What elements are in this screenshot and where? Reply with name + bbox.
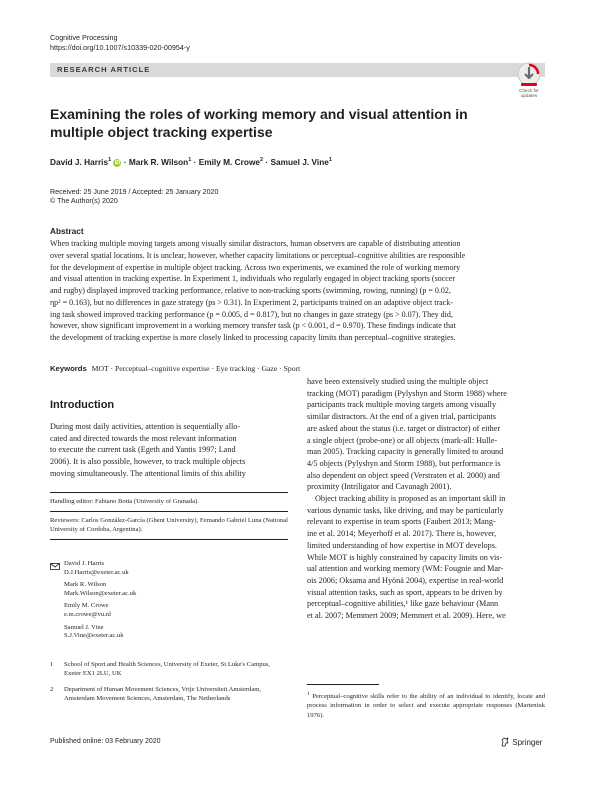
- body-line: ual attention and working memory (WM: Fougnie and Mar-: [307, 564, 504, 574]
- body-line: relevant to expertise in team sports (Faubert 2013; Mang-: [307, 517, 496, 527]
- author-name[interactable]: Mark R. Wilson: [128, 157, 189, 167]
- contact-name: Emily M. Crowe: [64, 602, 109, 610]
- body-line: are asked about the status (i.e. target or distractor) of either: [307, 423, 501, 433]
- body-line: various dynamic tasks, like driving, and may be particularly: [307, 505, 504, 515]
- body-line: limited understanding of how expertise in MOT develops.: [307, 540, 497, 550]
- body-line: man 2005). Tracking capacity is generally limited to around: [307, 447, 504, 457]
- contact-email[interactable]: e.m.crowe@vu.nl: [64, 610, 111, 618]
- article-title: Examining the roles of working memory and visual attention in multiple object tracking expertise: [50, 106, 468, 140]
- footnote-separator: [50, 511, 288, 512]
- body-line: perceptual–cognitive abilities,¹ like gaze behaviour (Mann: [307, 599, 499, 609]
- body-line: Object tracking ability is proposed as an important skill in: [315, 494, 506, 504]
- abstract-line: and rugby) displayed improved tracking performance, relative to non-tracking sports (swimming, rowing, running) (p = 0.02,: [50, 286, 451, 295]
- author-affiliation-sup: 2: [260, 157, 264, 164]
- keywords-line: [50, 364, 300, 373]
- body-line: to execute the current task (Egeth and Yantis 1997; Land: [50, 445, 236, 455]
- body-line: et al. 2007; Memmert 2009; Memmert et al. 2009). Here, we: [307, 611, 506, 621]
- body-line: ois 2006; Oksama and Hyönä 2004), expertise in real-world: [307, 575, 504, 585]
- contact-email[interactable]: S.J.Vine@exeter.ac.uk: [64, 632, 124, 640]
- body-line: 4/5 objects (Pylyshyn and Storm 1988), but performance is: [307, 458, 501, 468]
- abstract-line: and visual attention in tracking expertise. In Experiment 1, individuals who regularly engaged in object tracking sports (soccer: [50, 274, 455, 284]
- author-name[interactable]: Emily M. Crowe: [198, 157, 261, 167]
- keywords-text: MOT · Perceptual–cognitive expertise · Eye tracking · Gaze · Sport: [91, 364, 301, 373]
- published-date: Published online: 03 February 2020: [50, 738, 161, 745]
- abstract-line: ing task showed improved tracking performance (p = 0.005, d = 0.817), but no changes in gaze strategy (ps > 0.07). They did,: [50, 309, 453, 319]
- body-line: visual attention tasks, such as sport, appears to be driven by: [307, 587, 503, 597]
- abstract-line: When tracking multiple moving targets among visually similar distractors, human observers are capable of distributing attention: [50, 239, 461, 248]
- body-line: ine et al. 2014; Meyerhoff et al. 2017). There is, however,: [307, 529, 497, 539]
- author-affiliation-sup: 1: [188, 157, 192, 164]
- journal-header: [50, 33, 190, 52]
- author-affiliation-sup: 1: [328, 157, 332, 164]
- check-for-updates-icon: [517, 62, 541, 88]
- publisher-name: Springer: [512, 738, 543, 747]
- body-line: a single object (probe-one) or all objects (mark-all: Hulle-: [307, 435, 498, 445]
- introduction-heading: Introduction: [50, 399, 115, 411]
- abstract-line: over several spatial locations. It is unclear, however, whether capacity limitations or perceptual–cognitive abilities are responsible: [50, 250, 466, 260]
- body-line: moving simultaneously. The attentional limits of this ability: [50, 468, 246, 478]
- abstract-line: however, show significant improvement in a working memory transfer task (p < 0.001, d = 0.970). These findings indicate that: [50, 321, 456, 331]
- check-for-updates-badge[interactable]: [512, 62, 546, 102]
- article-type-label: RESEARCH ARTICLE: [57, 65, 151, 74]
- body-line: similar distractors. At the end of a given trial, participants: [307, 412, 496, 422]
- body-line: also dependent on object speed (Verstraten et al. 2000) and: [307, 470, 500, 480]
- journal-name: Cognitive Processing: [50, 33, 118, 42]
- body-line: 2006). It is also possible, however, to track multiple objects: [50, 457, 246, 467]
- contact-name: David J. Harris: [64, 560, 105, 567]
- abstract-line: for the development of expertise in multiple object tracking. Across two experiments, we examined the role of working memory: [50, 262, 461, 272]
- author-name[interactable]: David J. Harris: [50, 157, 109, 167]
- article-dates: [50, 188, 218, 207]
- right-column: [307, 376, 545, 622]
- footnote-separator: [307, 684, 379, 685]
- abstract-heading: Abstract: [50, 226, 84, 236]
- affiliation-number: 1: [50, 661, 54, 668]
- left-column: [50, 421, 288, 540]
- contact-name: Samuel J. Vine: [64, 623, 104, 631]
- footnote-separator: [50, 539, 288, 540]
- badge-line-2: updates: [520, 93, 538, 98]
- affiliation-text: Department of Human Movement Sciences, Vrije Universiteit Amsterdam, Amsterdam Movement Sciences, Amsterdam, The Netherlands: [64, 686, 262, 702]
- reviewers-note: Reviewers: Carlos González-García (Ghent University), Fernando Gabriel Luna (National University of Cordoba, Argentina).: [50, 516, 288, 533]
- contact-email[interactable]: Mark.Wilson@exeter.ac.uk: [64, 589, 137, 597]
- contact-email[interactable]: D.J.Harris@exeter.ac.uk: [64, 568, 129, 576]
- received-accepted: Received: 25 June 2019 / Accepted: 25 January 2020: [50, 188, 219, 196]
- springer-horse-icon: [500, 737, 510, 747]
- body-line: participants track multiple moving targets among visually: [307, 400, 497, 410]
- body-line: cated and directed towards the most relevant information: [50, 433, 237, 443]
- abstract-line: the development of tracking expertise is more closely linked to processing capacity limits than perceptual–cognitive strategies.: [50, 333, 456, 342]
- publisher-logo[interactable]: [500, 737, 542, 748]
- abstract-body: [50, 238, 545, 344]
- footnote: [307, 690, 545, 720]
- footnote-number: 1: [307, 691, 310, 697]
- body-line: have been extensively studied using the multiple object: [307, 377, 489, 386]
- contact-block: [64, 560, 288, 641]
- badge-line-1: Check for: [519, 88, 539, 93]
- contact-name: Mark R. Wilson: [64, 581, 107, 589]
- body-line: While MOT is highly constrained by capacity limits on vis-: [307, 552, 503, 562]
- author-list: David J. Harris$^1$ iD · Mark R. Wilson$^1$ · Emily M. Crowe$^2$ · Samuel J. Vine$^1$: [50, 157, 332, 167]
- keywords-label: Keywords: [50, 364, 87, 373]
- article-type-banner: [50, 63, 545, 77]
- doi-link[interactable]: https://doi.org/10.1007/s10339-020-00954-y: [50, 42, 190, 52]
- body-line: tracking (MOT) paradigm (Pylyshyn and Storm 1988) where: [307, 388, 507, 398]
- affiliation-number: 2: [50, 686, 54, 693]
- body-line: proximity (Intriligator and Cavanagh 2001).: [307, 482, 452, 492]
- footnote-text: Perceptual–cognitive skills refer to the ability of an individual to identify, locate and process information in order to select and execute appropriate responses (Marteniuk 1976).: [307, 693, 545, 719]
- envelope-icon: [50, 563, 60, 570]
- footnote-separator: [50, 492, 288, 493]
- abstract-line: ηp² = 0.163), but no differences in gaze strategy (ps > 0.31). In Experiment 2, participants trained on an adaptive object track-: [50, 297, 453, 307]
- author-name[interactable]: Samuel J. Vine: [270, 157, 329, 167]
- affiliation-text: School of Sport and Health Sciences, University of Exeter, St Luke's Campus, Exeter EX1 2LU, UK: [64, 661, 271, 677]
- handling-editor-note: Handling editor: Fabiano Botta (University of Granada).: [50, 497, 199, 505]
- orcid-icon[interactable]: iD: [114, 160, 121, 166]
- body-line: During most daily activities, attention is sequentially allo-: [50, 422, 241, 431]
- author-affiliation-sup: 1: [108, 157, 112, 164]
- copyright-notice: © The Author(s) 2020: [50, 197, 118, 206]
